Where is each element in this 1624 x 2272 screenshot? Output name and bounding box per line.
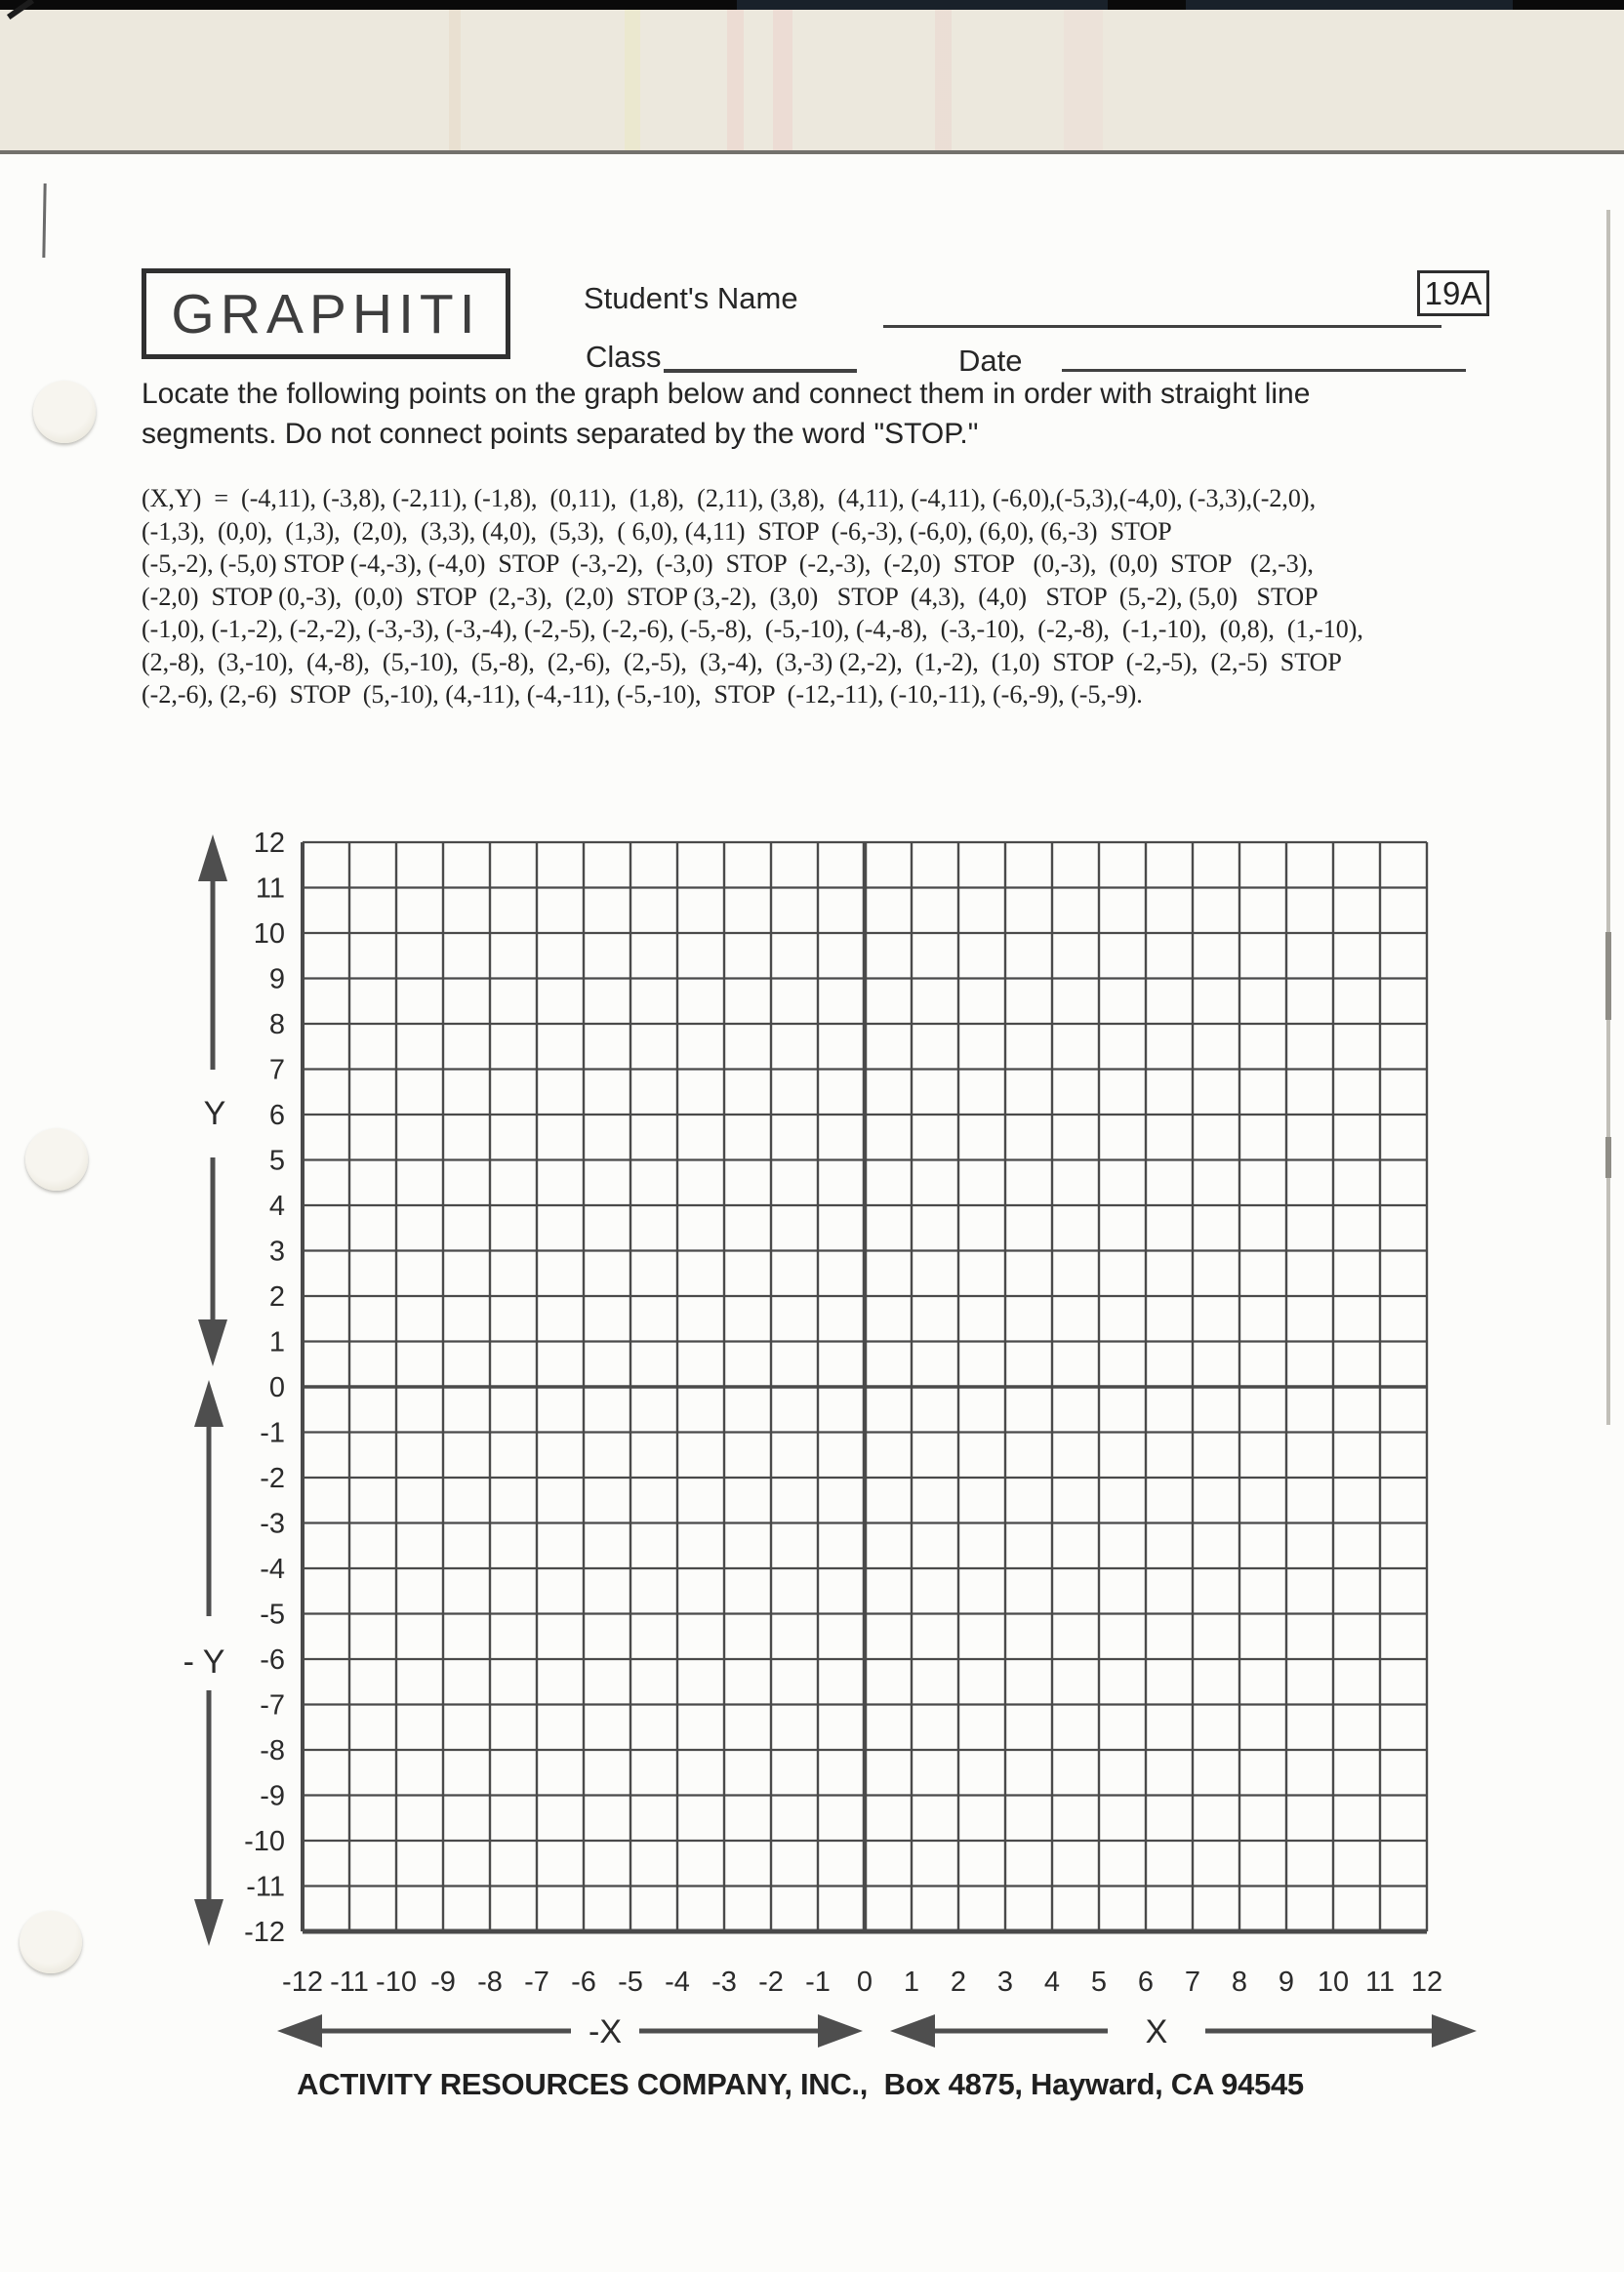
svg-text:-8: -8 — [477, 1967, 503, 1998]
svg-text:7: 7 — [1184, 1967, 1201, 1998]
page-code-box — [1417, 270, 1489, 316]
svg-text:-10: -10 — [244, 1826, 285, 1857]
svg-text:1: 1 — [268, 1326, 285, 1359]
page-title: GRAPHITI — [171, 283, 481, 345]
hole-punch — [25, 1128, 88, 1191]
coordinate-line: (-1,3), (0,0), (1,3), (2,0), (3,3), (4,0), (5,3), ( 6,0), (4,11) STOP (-6,-3), (-6,0), (6,0), (6,-3) STOP — [142, 516, 1172, 546]
pen-mark — [42, 183, 46, 258]
svg-text:-9: -9 — [260, 1780, 285, 1812]
svg-text:-10: -10 — [376, 1967, 417, 1998]
svg-text:-2: -2 — [260, 1463, 285, 1494]
date-field-line[interactable] — [1062, 369, 1466, 372]
hole-punch — [33, 381, 96, 443]
svg-text:Y: Y — [203, 1095, 226, 1132]
positive-y-arrow — [198, 834, 227, 1366]
svg-text:-6: -6 — [260, 1644, 285, 1676]
svg-text:4: 4 — [268, 1191, 285, 1222]
coordinate-list — [142, 482, 1363, 711]
svg-text:-12: -12 — [282, 1967, 323, 1998]
student-name-field-line[interactable] — [883, 325, 1441, 328]
svg-text:3: 3 — [268, 1236, 285, 1268]
svg-text:-3: -3 — [711, 1967, 737, 1998]
svg-text:4: 4 — [1043, 1967, 1061, 1998]
svg-text:-5: -5 — [618, 1967, 643, 1998]
coordinate-line: (-2,-6), (2,-6) STOP (5,-10), (4,-11), (-4,-11), (-5,-10), STOP (-12,-11), (-10,-11), (-6,-9), (-5,-9). — [142, 680, 1143, 709]
negative-y-arrow — [183, 1380, 225, 1946]
svg-text:9: 9 — [1278, 1967, 1295, 1998]
svg-text:12: 12 — [1410, 1967, 1443, 1998]
class-field-line[interactable] — [664, 369, 857, 373]
coordinate-line: (2,-8), (3,-10), (4,-8), (5,-10), (5,-8), (2,-6), (2,-5), (3,-4), (3,-3) (2,-2), (1,-2), (1,0) STOP (-2,-5), (2,-5) STOP — [142, 647, 1342, 676]
svg-text:8: 8 — [1231, 1967, 1248, 1998]
svg-text:-4: -4 — [260, 1554, 285, 1585]
scan-paper-edge-band — [0, 10, 1624, 154]
svg-text:-11: -11 — [246, 1871, 285, 1903]
instructions-line: Locate the following points on the graph below and connect them in order with straight line — [142, 378, 1311, 410]
svg-text:-8: -8 — [260, 1735, 285, 1766]
svg-text:-11: -11 — [330, 1967, 369, 1998]
svg-text:2: 2 — [268, 1281, 285, 1313]
negative-x-arrow — [277, 2013, 863, 2050]
svg-text:6: 6 — [1137, 1967, 1155, 1998]
y-tick-labels — [244, 828, 285, 1948]
svg-text:-12: -12 — [244, 1917, 285, 1948]
svg-text:-2: -2 — [758, 1967, 784, 1998]
positive-x-arrow — [890, 2013, 1477, 2050]
scan-right-edge — [1606, 210, 1610, 1425]
svg-text:6: 6 — [268, 1100, 285, 1131]
scan-right-mark — [1605, 1137, 1611, 1178]
instructions-line: segments. Do not connect points separated by the word "STOP." — [142, 418, 979, 450]
page-code: 19A — [1424, 275, 1482, 311]
svg-text:3: 3 — [996, 1967, 1014, 1998]
svg-text:5: 5 — [268, 1145, 285, 1177]
svg-text:7: 7 — [268, 1054, 285, 1086]
svg-text:10: 10 — [1317, 1967, 1350, 1998]
svg-text:9: 9 — [268, 963, 285, 995]
coordinate-line: (-2,0) STOP (0,-3), (0,0) STOP (2,-3), (2,0) STOP (3,-2), (3,0) STOP (4,3), (4,0) STOP (5,-2), (5,0) STOP — [142, 582, 1319, 611]
coordinate-line: (-5,-2), (-5,0) STOP (-4,-3), (-4,0) STOP (-3,-2), (-3,0) STOP (-2,-3), (-2,0) STOP (0,-3), (0,0) STOP (2,-3), — [142, 549, 1314, 578]
svg-text:X: X — [1145, 2013, 1168, 2050]
grid-lines — [303, 842, 1427, 1931]
svg-text:12: 12 — [253, 828, 285, 859]
svg-text:-7: -7 — [524, 1967, 549, 1998]
title-box — [142, 268, 510, 359]
x-tick-labels — [282, 1967, 1442, 1998]
svg-text:0: 0 — [268, 1372, 285, 1403]
svg-text:- Y: - Y — [183, 1643, 225, 1681]
scan-right-mark — [1605, 932, 1611, 1020]
student-name-label: Student's Name — [584, 281, 798, 315]
svg-text:-1: -1 — [805, 1967, 831, 1998]
hole-punch — [20, 1911, 82, 1973]
instructions — [142, 374, 1310, 454]
svg-text:5: 5 — [1090, 1967, 1108, 1998]
svg-text:1: 1 — [903, 1967, 920, 1998]
svg-text:10: 10 — [253, 918, 285, 950]
svg-text:-9: -9 — [430, 1967, 456, 1998]
svg-text:0: 0 — [856, 1967, 873, 1998]
svg-text:-4: -4 — [665, 1967, 690, 1998]
svg-text:8: 8 — [268, 1009, 285, 1040]
svg-text:2: 2 — [950, 1967, 967, 1998]
coordinate-line: (-1,0), (-1,-2), (-2,-2), (-3,-3), (-3,-4), (-2,-5), (-2,-6), (-5,-8), (-5,-10), (-4,-8), (-3,-10), (-2,-8), (-1,-10), (0,8), (1,-10), — [142, 615, 1363, 643]
svg-text:-5: -5 — [260, 1599, 285, 1631]
svg-text:-1: -1 — [260, 1417, 285, 1449]
footer-text: ACTIVITY RESOURCES COMPANY, INC., Box 4875, Hayward, CA 94545 — [297, 2067, 1304, 2101]
svg-text:11: 11 — [1364, 1967, 1396, 1998]
svg-text:11: 11 — [255, 872, 285, 905]
svg-text:-7: -7 — [260, 1689, 285, 1722]
coordinate-line: (X,Y) = (-4,11), (-3,8), (-2,11), (-1,8), (0,11), (1,8), (2,11), (3,8), (4,11), (-4,11), (-6,0),(-5,3),(-4,0), (-3,3),(-2,0), — [142, 484, 1317, 512]
svg-text:-6: -6 — [571, 1967, 596, 1998]
svg-text:-3: -3 — [260, 1508, 285, 1540]
date-label: Date — [958, 344, 1023, 378]
class-label: Class — [586, 340, 662, 374]
svg-text:-X: -X — [589, 2013, 622, 2050]
